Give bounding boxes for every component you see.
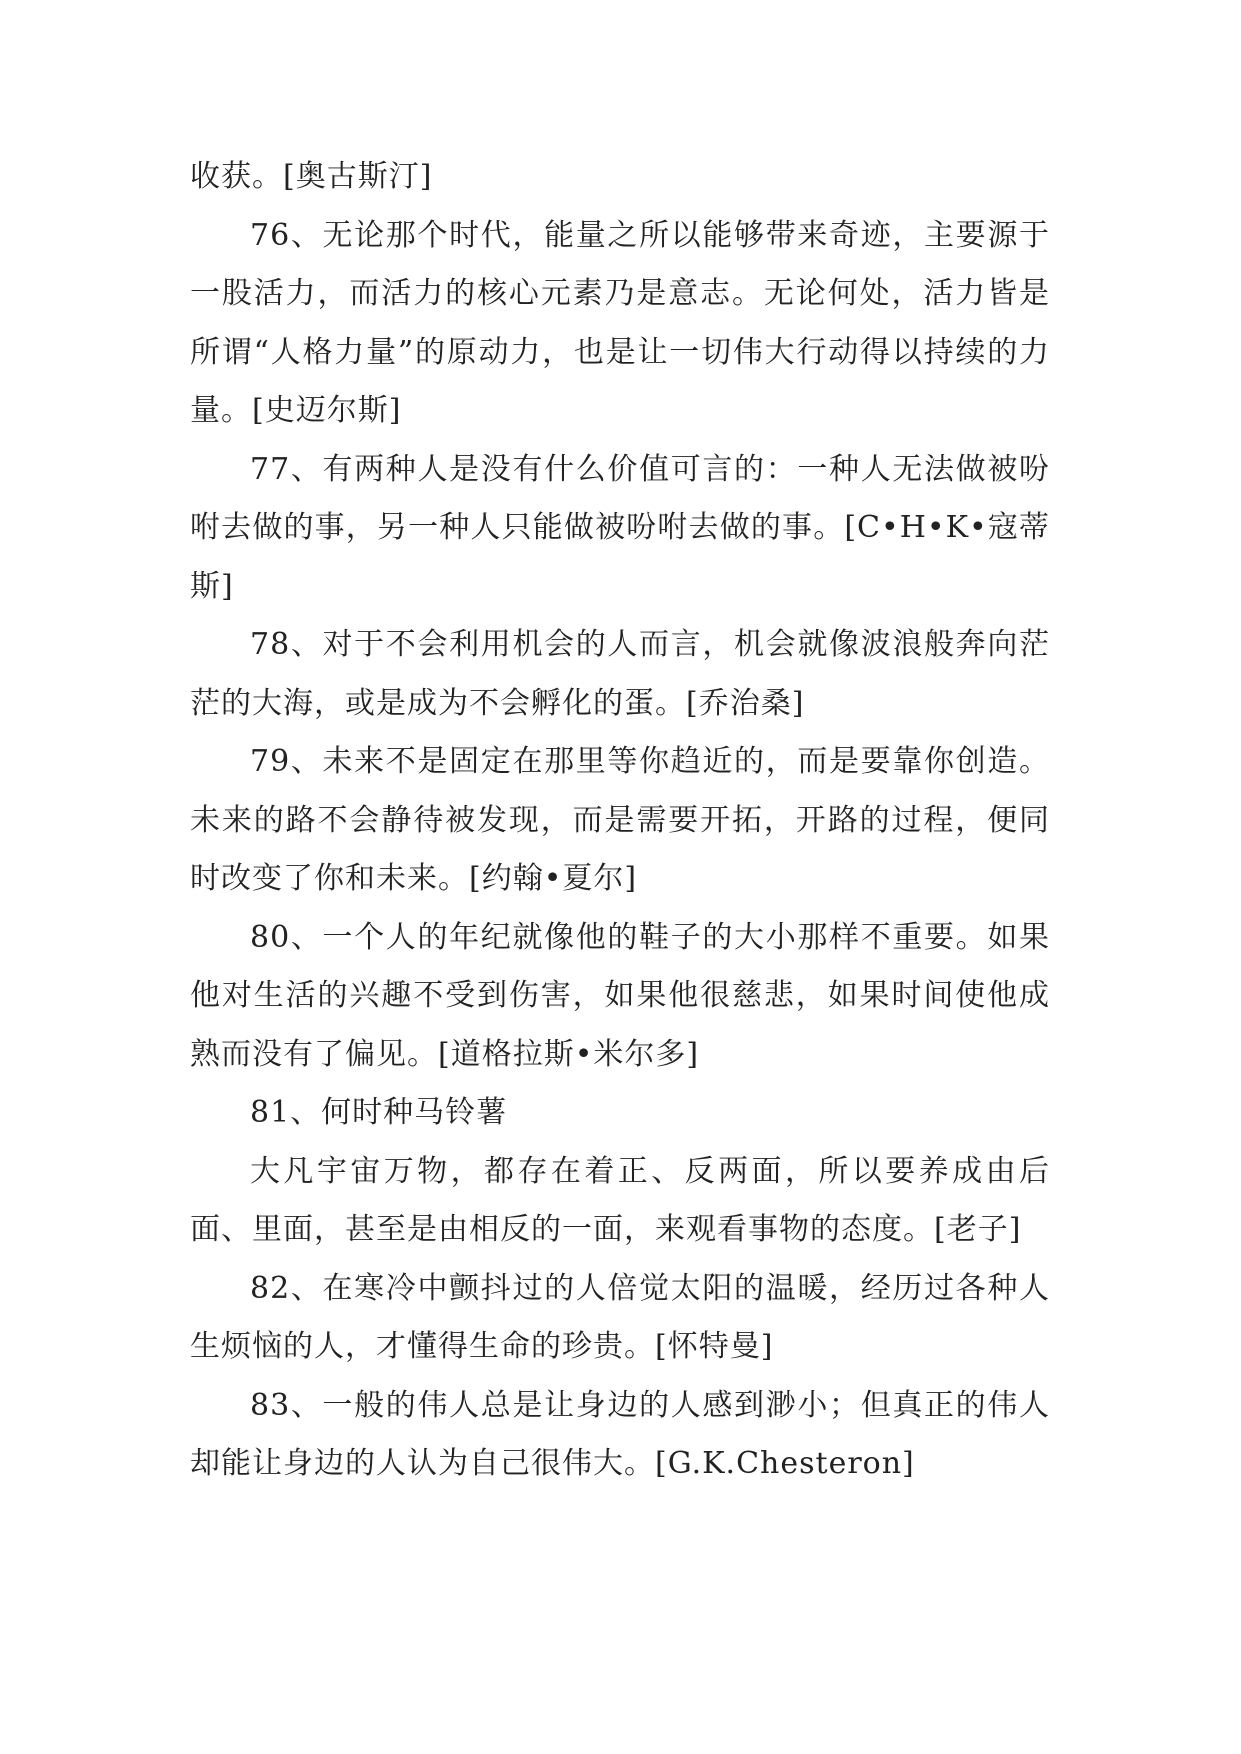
quote-81-heading: 81、何时种马铃薯 <box>250 1095 508 1130</box>
quote-78: 78、对于不会利用机会的人而言，机会就像波浪般奔向茫茫的大海，或是成为不会孵化的蛋。[乔治桑] <box>190 627 1050 721</box>
quote-77: 77、有两种人是没有什么价值可言的：一种人无法做被吩咐去做的事，另一种人只能做被吩咐去做的事。[C•H•K•寇蒂斯] <box>190 451 1050 604</box>
paragraph-continuation: 收获。[奥古斯汀] <box>190 159 433 194</box>
quote-82: 82、在寒冷中颤抖过的人倍觉太阳的温暖，经历过各种人生烦恼的人，才懂得生命的珍贵。[怀特曼] <box>190 1270 1050 1364</box>
document-page <box>190 148 1050 1494</box>
quote-81-body: 大凡宇宙万物，都存在着正、反两面，所以要养成由后面、里面，甚至是由相反的一面，来观看事物的态度。[老子] <box>190 1153 1050 1247</box>
quote-83: 83、一般的伟人总是让身边的人感到渺小；但真正的伟人却能让身边的人认为自己很伟大。[G.K.Chesteron] <box>190 1387 1050 1481</box>
quote-79: 79、未来不是固定在那里等你趋近的，而是要靠你创造。未来的路不会静待被发现，而是需要开拓，开路的过程，便同时改变了你和未来。[约翰•夏尔] <box>190 744 1050 896</box>
quote-80: 80、一个人的年纪就像他的鞋子的大小那样不重要。如果他对生活的兴趣不受到伤害，如果他很慈悲，如果时间使他成熟而没有了偏见。[道格拉斯•米尔多] <box>190 919 1050 1072</box>
quote-76: 76、无论那个时代，能量之所以能够带来奇迹，主要源于一股活力，而活力的核心元素乃是意志。无论何处，活力皆是所谓“人格力量”的原动力，也是让一切伟大行动得以持续的力量。[史迈尔斯] <box>190 217 1050 428</box>
